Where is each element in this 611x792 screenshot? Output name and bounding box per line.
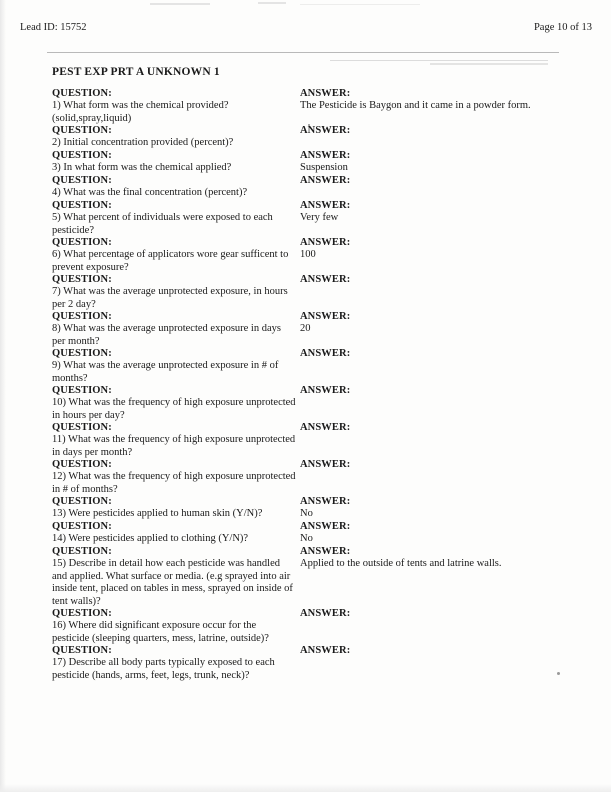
page-edge-shadow [0, 0, 6, 792]
answer-label: ANSWER: [300, 496, 351, 507]
answer-text: Applied to the outside of tents and latrine walls. [300, 558, 502, 570]
answer-label: ANSWER: [300, 200, 351, 211]
qa-row [52, 237, 552, 274]
question-label: QUESTION: [52, 88, 112, 99]
qa-row [52, 608, 552, 645]
answer-label: ANSWER: [300, 150, 351, 161]
answer-cell [300, 496, 552, 521]
question-cell [52, 422, 296, 459]
qa-row [52, 348, 552, 385]
qa-row [52, 274, 552, 311]
qa-row [52, 88, 552, 125]
question-label: QUESTION: [52, 175, 112, 186]
answer-label: ANSWER: [300, 422, 351, 433]
answer-text: No [300, 508, 313, 520]
question-text: 6) What percentage of applicators wore gear sufficent to prevent exposure? [52, 249, 289, 273]
question-label: QUESTION: [52, 459, 112, 470]
question-text: 16) Where did significant exposure occur for the pesticide (sleeping quarters, mess, latrine, outside)? [52, 620, 269, 644]
answer-cell [300, 311, 552, 336]
answer-cell [300, 459, 552, 471]
scan-speck [557, 672, 560, 675]
question-cell [52, 608, 296, 645]
answer-label: ANSWER: [300, 459, 351, 470]
scan-artifact [258, 2, 286, 4]
qa-row [52, 200, 552, 237]
question-text: 2) Initial concentration provided (percent)? [52, 137, 234, 149]
question-label: QUESTION: [52, 200, 112, 211]
question-text: 5) What percent of individuals were exposed to each pesticide? [52, 212, 273, 236]
question-cell [52, 88, 296, 125]
question-text: 3) In what form was the chemical applied? [52, 162, 232, 174]
question-label: QUESTION: [52, 348, 112, 359]
answer-cell [300, 237, 552, 262]
answer-text: 100 [300, 249, 316, 261]
question-text: 7) What was the average unprotected exposure, in hours per 2 day? [52, 286, 288, 310]
answer-cell [300, 200, 552, 225]
answer-text: 20 [300, 323, 311, 335]
question-label: QUESTION: [52, 608, 112, 619]
answer-cell [300, 175, 552, 187]
qa-row [52, 496, 552, 521]
answer-cell [300, 645, 552, 657]
answer-label: ANSWER: [300, 348, 351, 359]
question-cell [52, 459, 296, 496]
answer-label: ANSWER: [300, 645, 351, 656]
answer-cell [300, 348, 552, 360]
answer-text: The Pesticide is Baygon and it came in a powder form. [300, 100, 531, 112]
qa-row [52, 546, 552, 608]
question-cell [52, 175, 296, 200]
question-text: 15) Describe in detail how each pesticide was handled and applied. What surface or media. (e.g sprayed into air inside tent, placed on tables in mess, sprayed on inside of tent walls)? [52, 558, 293, 607]
answer-label: ANSWER: [300, 237, 351, 248]
qa-row [52, 422, 552, 459]
answer-cell [300, 274, 552, 286]
page-edge-shadow [0, 784, 611, 792]
question-label: QUESTION: [52, 311, 112, 322]
qa-row [52, 521, 552, 546]
question-cell [52, 496, 296, 521]
qa-row [52, 175, 552, 200]
question-text: 17) Describe all body parts typically exposed to each pesticide (hands, arms, feet, legs, trunk, neck)? [52, 657, 275, 681]
qa-row [52, 311, 552, 348]
page-number: Page 10 of 13 [533, 22, 592, 33]
question-label: QUESTION: [52, 125, 112, 136]
answer-text: Very few [300, 212, 339, 224]
header-divider [47, 52, 559, 53]
lead-id: Lead ID: 15752 [20, 22, 87, 33]
question-cell [52, 274, 296, 311]
answer-label: ANSWER: [300, 274, 351, 285]
question-text: 13) Were pesticides applied to human skin (Y/N)? [52, 508, 263, 520]
answer-cell [300, 150, 552, 175]
question-text: 4) What was the final concentration (percent)? [52, 187, 248, 199]
qa-row [52, 385, 552, 422]
question-label: QUESTION: [52, 385, 112, 396]
answer-cell [300, 521, 552, 546]
qa-row [52, 645, 552, 682]
answer-label: ANSWER: [300, 521, 351, 532]
scan-artifact [150, 3, 210, 5]
question-text: 14) Were pesticides applied to clothing (Y/N)? [52, 533, 249, 545]
question-text: 12) What was the frequency of high exposure unprotected in # of months? [52, 471, 296, 495]
answer-label: ANSWER: [300, 385, 351, 396]
answer-label: ANSWER: [300, 311, 351, 322]
question-label: QUESTION: [52, 422, 112, 433]
question-cell [52, 237, 296, 274]
question-cell [52, 348, 296, 385]
question-label: QUESTION: [52, 496, 112, 507]
question-text: 8) What was the average unprotected exposure in days per month? [52, 323, 281, 347]
answer-label: ANSWER: [300, 546, 351, 557]
question-text: 10) What was the frequency of high exposure unprotected in hours per day? [52, 397, 296, 421]
qa-row [52, 459, 552, 496]
answer-label: ANSWER: [300, 88, 351, 99]
question-cell [52, 125, 296, 150]
question-label: QUESTION: [52, 645, 112, 656]
answer-cell [300, 385, 552, 397]
question-label: QUESTION: [52, 274, 112, 285]
answer-cell [300, 546, 552, 571]
question-cell [52, 311, 296, 348]
question-cell [52, 200, 296, 237]
answer-text: No [300, 533, 313, 545]
qa-row [52, 125, 552, 150]
answer-text: Suspension [300, 162, 348, 174]
answer-cell [300, 125, 552, 137]
question-label: QUESTION: [52, 237, 112, 248]
question-text: 1) What form was the chemical provided?(solid,spray,liquid) [52, 100, 229, 124]
answer-cell [300, 608, 552, 620]
question-label: QUESTION: [52, 521, 112, 532]
question-text: 11) What was the frequency of high exposure unprotected in days per month? [52, 434, 296, 458]
answer-cell [300, 422, 552, 434]
scan-streak [330, 60, 548, 61]
answer-cell [300, 88, 552, 113]
question-label: QUESTION: [52, 546, 112, 557]
question-cell [52, 150, 296, 175]
question-text: 9) What was the average unprotected exposure in # of months? [52, 360, 279, 384]
answer-label: ANSWER: [300, 125, 351, 136]
qa-row [52, 150, 552, 175]
answer-label: ANSWER: [300, 175, 351, 186]
question-cell [52, 521, 296, 546]
answer-label: ANSWER: [300, 608, 351, 619]
question-cell [52, 385, 296, 422]
question-cell [52, 645, 296, 682]
question-cell [52, 546, 296, 608]
scan-artifact [300, 4, 420, 5]
scan-streak [430, 63, 548, 65]
page-title: PEST EXP PRT A UNKNOWN 1 [52, 66, 220, 78]
question-label: QUESTION: [52, 150, 112, 161]
